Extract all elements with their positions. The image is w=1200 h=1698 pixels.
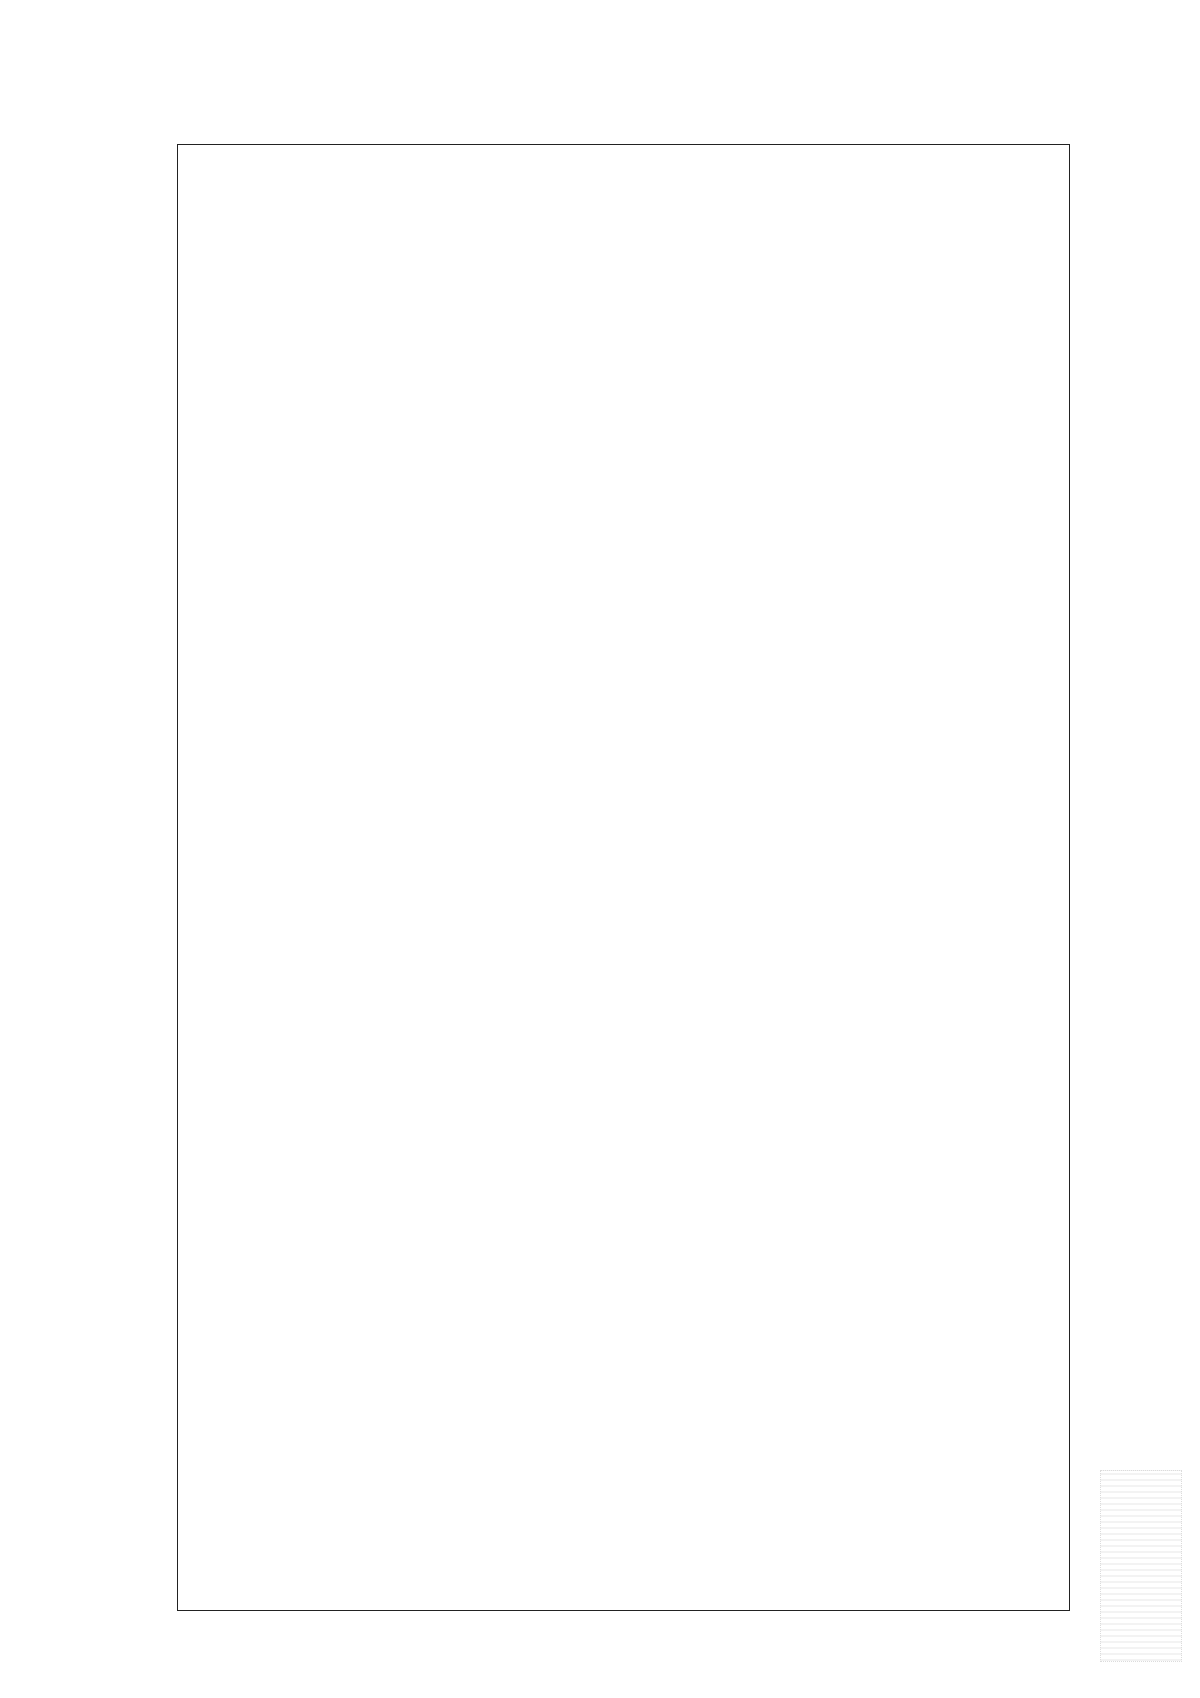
page-number	[55, 829, 85, 869]
stamp-mark	[1100, 1470, 1182, 1662]
data-table	[177, 144, 1070, 1611]
